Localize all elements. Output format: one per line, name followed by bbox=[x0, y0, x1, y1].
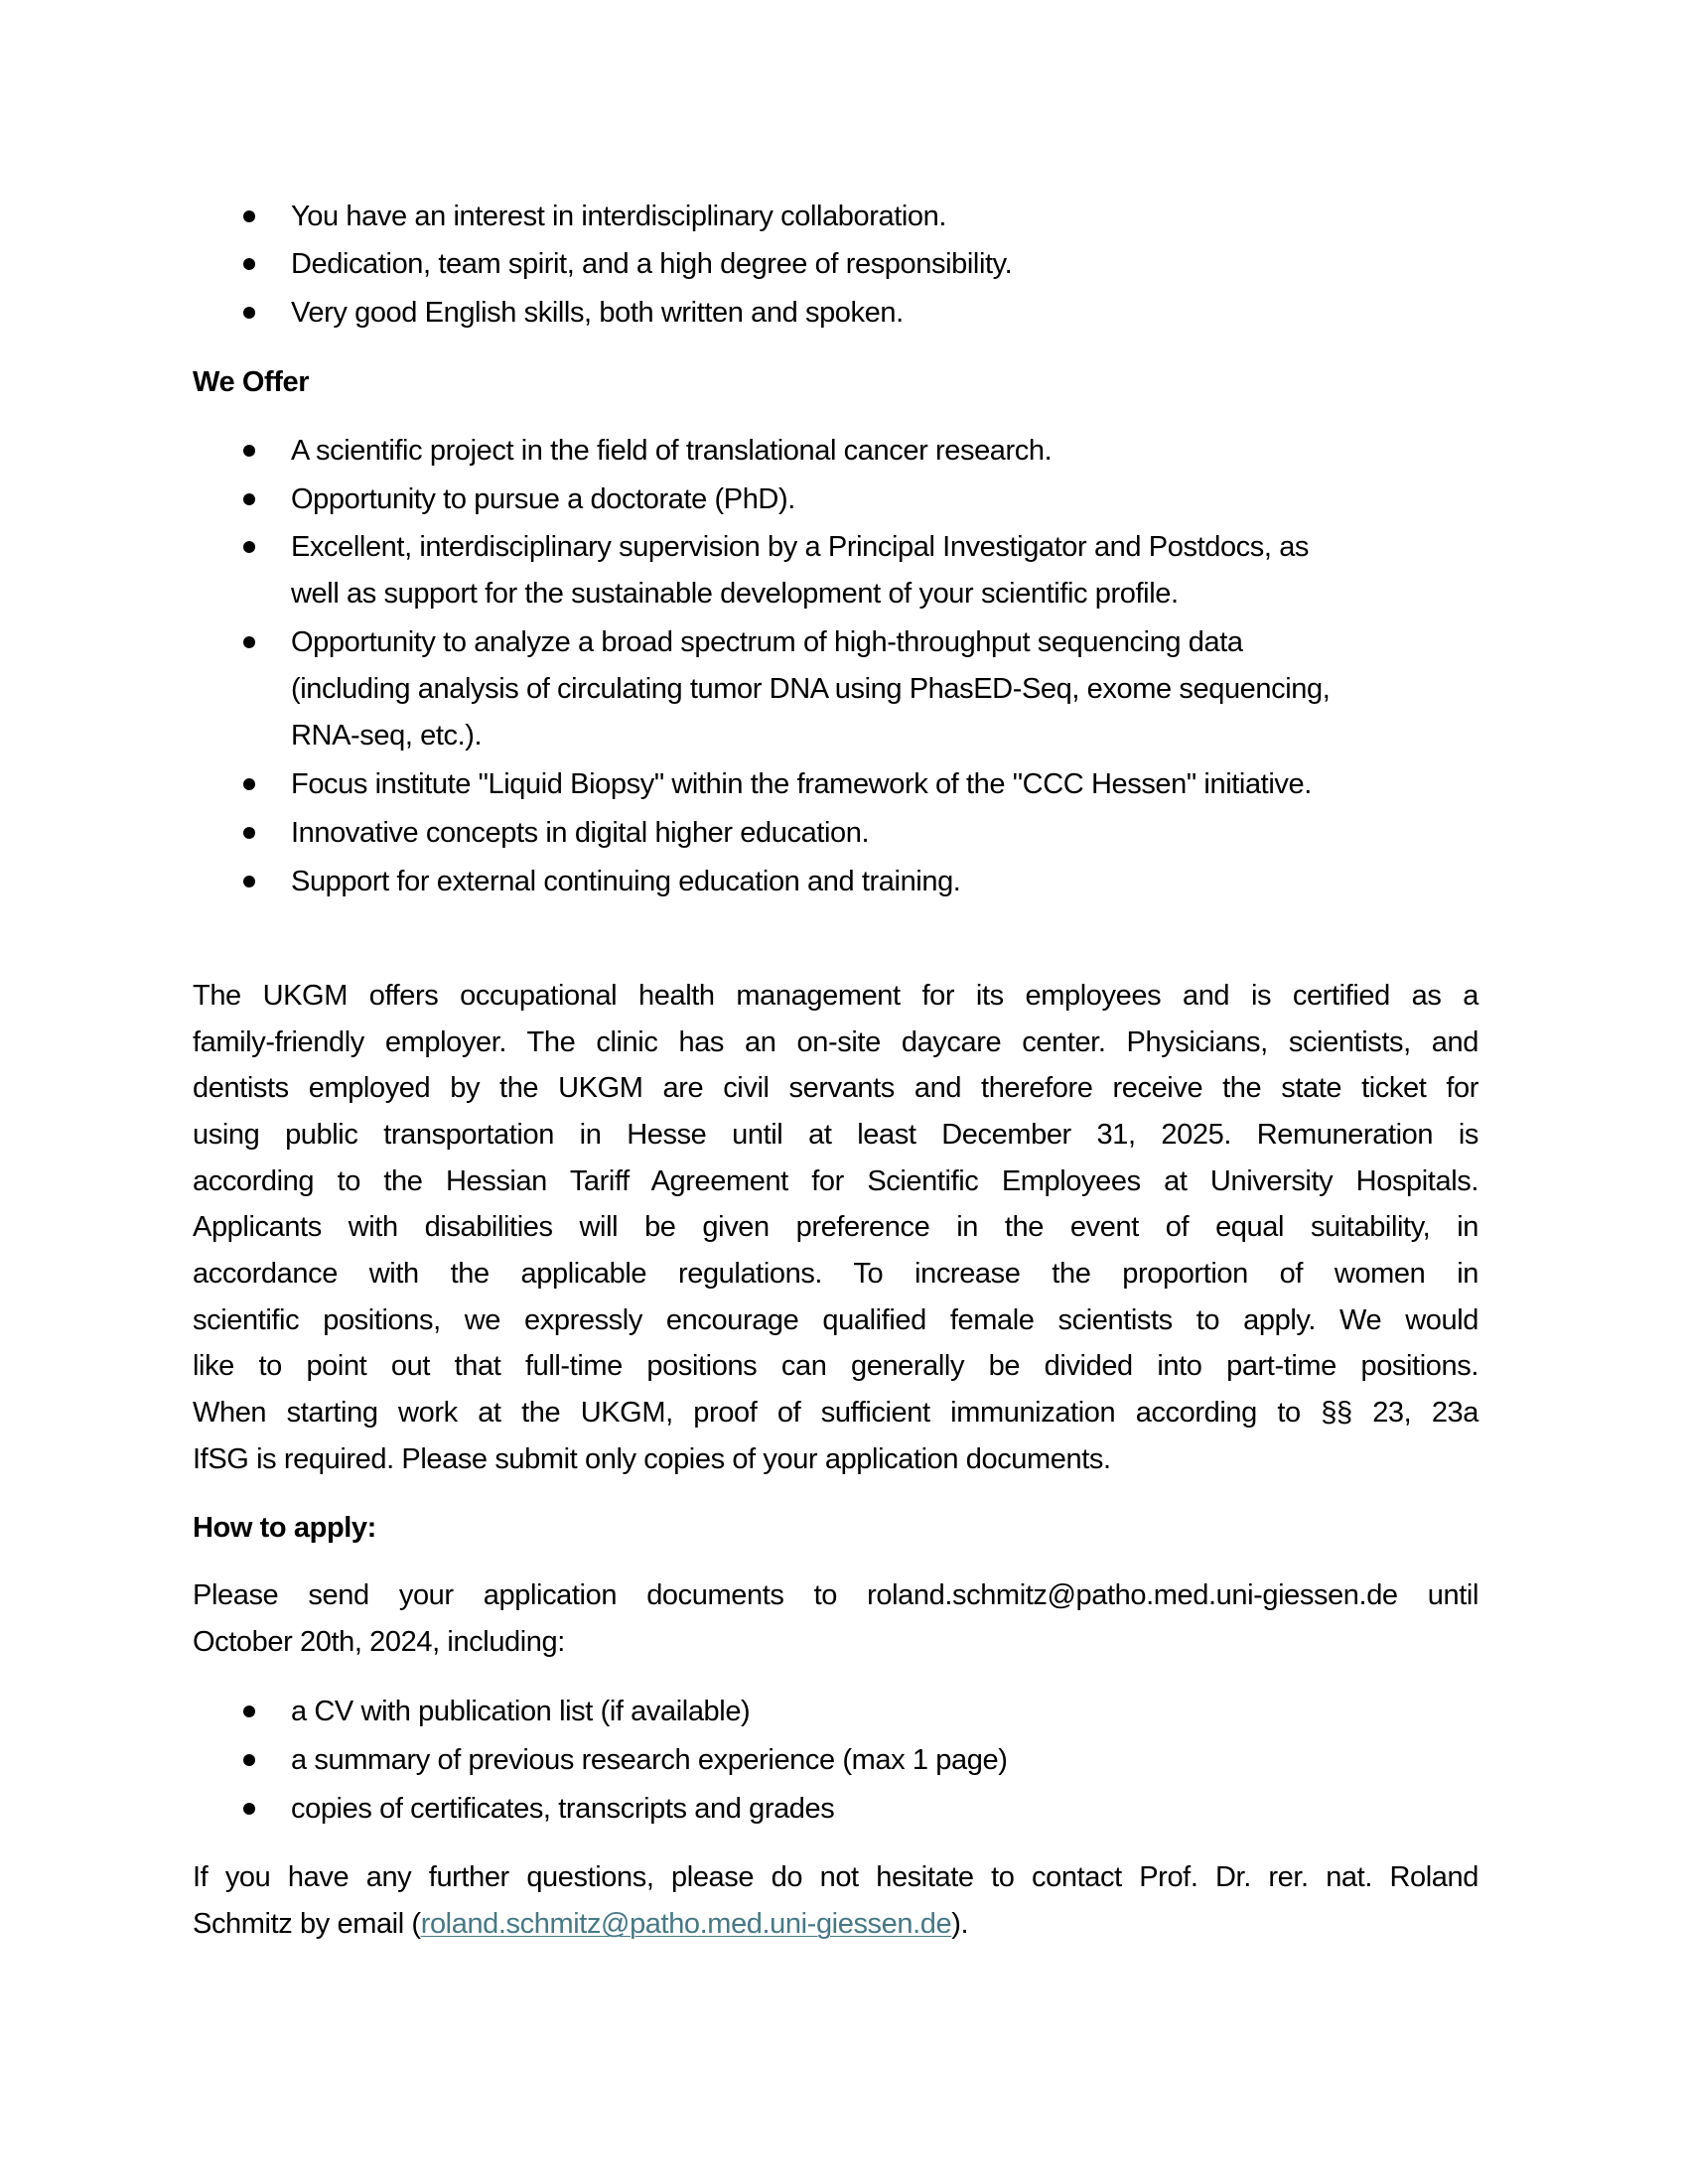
list-item-text: RNA-seq, etc.). bbox=[291, 720, 483, 751]
paragraph-line: like to point out that full-time positions can generally be divided into part-time positions. bbox=[193, 1350, 1478, 1382]
list-item-text: Opportunity to analyze a broad spectrum of high-throughput sequencing data bbox=[291, 626, 1243, 658]
list-item-text: Dedication, team spirit, and a high degree of responsibility. bbox=[291, 248, 1013, 280]
paragraph-line: dentists employed by the UKGM are civil servants and therefore receive the state ticket for bbox=[193, 1072, 1478, 1104]
apply-intro-line: October 20th, 2024, including: bbox=[193, 1626, 565, 1658]
bullet-icon bbox=[243, 210, 255, 222]
paragraph-line: scientific positions, we expressly encourage qualified female scientists to apply. We would bbox=[193, 1304, 1478, 1336]
paragraph-line: family-friendly employer. The clinic has an on-site daycare center. Physicians, scientists, and bbox=[193, 1026, 1478, 1058]
list-item-text: Very good English skills, both written and spoken. bbox=[291, 297, 904, 329]
bullet-icon bbox=[243, 493, 255, 505]
bullet-icon bbox=[243, 1754, 255, 1766]
list-item-text: You have an interest in interdisciplinary collaboration. bbox=[291, 201, 947, 232]
paragraph-line: IfSG is required. Please submit only copies of your application documents. bbox=[193, 1443, 1111, 1475]
bullet-icon bbox=[243, 1803, 255, 1815]
list-item-text: a CV with publication list (if available) bbox=[291, 1696, 751, 1727]
paragraph-line: When starting work at the UKGM, proof of sufficient immunization according to §§ 23, 23a bbox=[193, 1397, 1478, 1429]
list-item-text: (including analysis of circulating tumor DNA using PhasED-Seq, exome sequencing, bbox=[291, 673, 1331, 705]
email-link[interactable]: roland.schmitz@patho.med.uni-giessen.de bbox=[420, 1908, 952, 1940]
paragraph-line: accordance with the applicable regulations. To increase the proportion of women in bbox=[193, 1258, 1478, 1290]
bullet-icon bbox=[243, 1706, 255, 1717]
bullet-icon bbox=[243, 307, 255, 319]
bullet-icon bbox=[243, 445, 255, 457]
paragraph-line: Applicants with disabilities will be given preference in the event of equal suitability, in bbox=[193, 1211, 1478, 1243]
bullet-icon bbox=[243, 876, 255, 887]
contact-suffix: ). bbox=[951, 1908, 969, 1940]
list-item-text: a summary of previous research experience (max 1 page) bbox=[291, 1744, 1008, 1776]
contact-line: If you have any further questions, please do not hesitate to contact Prof. Dr. rer. nat. Roland bbox=[193, 1861, 1478, 1893]
apply-intro-line: Please send your application documents to roland.schmitz@patho.med.uni-giessen.de until bbox=[193, 1579, 1478, 1611]
contact-prefix: Schmitz by email ( bbox=[193, 1908, 421, 1940]
list-item-text: Opportunity to pursue a doctorate (PhD). bbox=[291, 483, 795, 515]
list-item-text: Support for external continuing education and training. bbox=[291, 866, 961, 897]
we-offer-heading: We Offer bbox=[193, 366, 310, 398]
list-item-text: Excellent, interdisciplinary supervision by a Principal Investigator and Postdocs, as bbox=[291, 531, 1310, 563]
bullet-icon bbox=[243, 541, 255, 553]
list-item-text: well as support for the sustainable development of your scientific profile. bbox=[291, 578, 1179, 610]
bullet-icon bbox=[243, 636, 255, 648]
paragraph-line: according to the Hessian Tariff Agreement for Scientific Employees at University Hospitals. bbox=[193, 1165, 1478, 1197]
list-item-text: A scientific project in the field of translational cancer research. bbox=[291, 435, 1053, 467]
bullet-icon bbox=[243, 258, 255, 270]
list-item-text: copies of certificates, transcripts and grades bbox=[291, 1793, 835, 1825]
how-to-apply-heading: How to apply: bbox=[193, 1512, 376, 1544]
bullet-icon bbox=[243, 827, 255, 839]
list-item-text: Focus institute "Liquid Biopsy" within the framework of the "CCC Hessen" initiative. bbox=[291, 768, 1312, 800]
contact-line-email bbox=[193, 1904, 1478, 1944]
bullet-icon bbox=[243, 778, 255, 790]
paragraph-line: The UKGM offers occupational health management for its employees and is certified as a bbox=[193, 980, 1478, 1012]
list-item-text: Innovative concepts in digital higher education. bbox=[291, 817, 870, 849]
paragraph-line: using public transportation in Hesse until at least December 31, 2025. Remuneration is bbox=[193, 1119, 1478, 1151]
